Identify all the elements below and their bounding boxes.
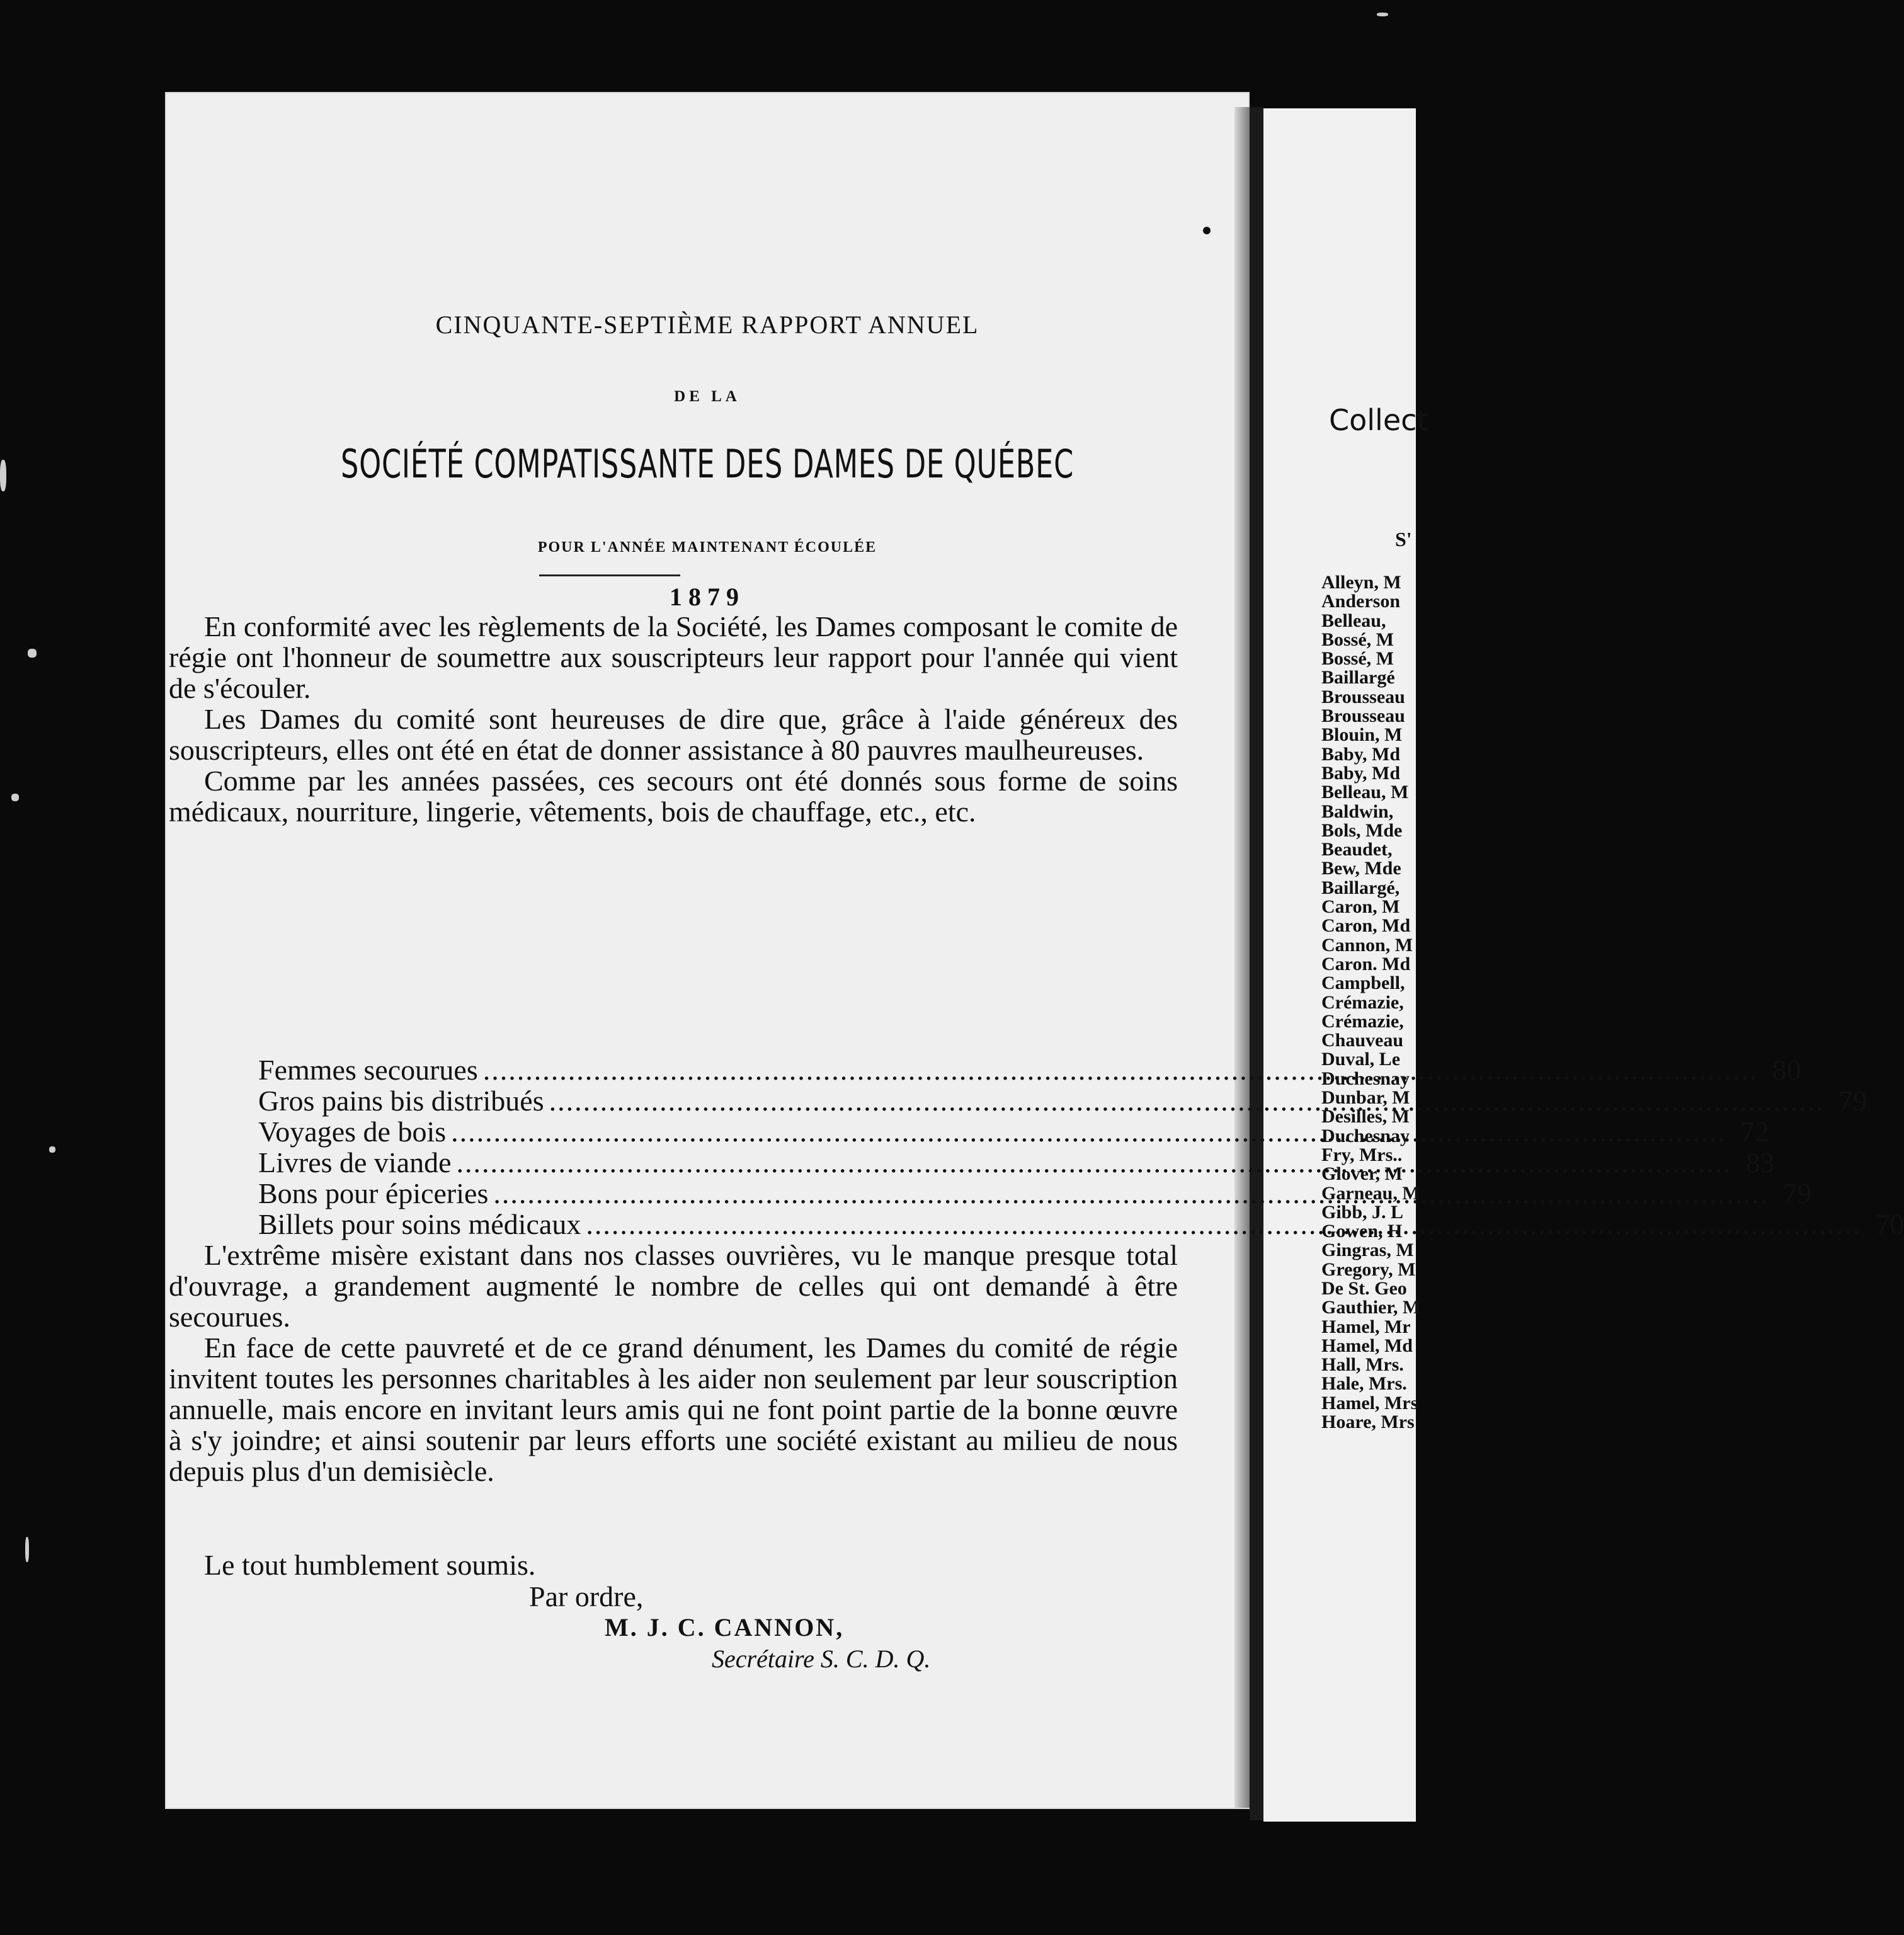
society-name: SOCIÉTÉ COMPATISSANTE DES DAMES DE QUÉBEC (341, 441, 1074, 487)
item-label: Voyages de bois (258, 1116, 447, 1148)
par-ordre: Par ordre, (529, 1580, 644, 1612)
list-item: Gauthier, M (1321, 1297, 1421, 1318)
paragraph: L'extrême misère existant dans nos classes ouvrières, vu le manque presque total d'ouvrage, a grandement augmenté le nombre de celles qui ont demandé à être secourues. (169, 1239, 1178, 1333)
item-label: Femmes secourues (258, 1054, 478, 1086)
list-item: Campbell, (1321, 973, 1405, 994)
list-item: Baillargé, (1321, 877, 1400, 898)
list-item: Belleau, M (1321, 782, 1409, 803)
list-item: Duchesnay (1321, 1125, 1410, 1146)
list-item: Gregory, M (1321, 1259, 1416, 1280)
item-value: 72 (1740, 1116, 1770, 1148)
leader-dots (457, 1144, 1732, 1178)
list-item: Beaudet, (1321, 839, 1393, 860)
list-item: Duchesnay (1321, 1068, 1410, 1089)
list-item: Belleau, (1321, 610, 1386, 631)
list-item: Baby, Md (1321, 743, 1401, 765)
item-value: 70 (1875, 1208, 1904, 1240)
paragraph: Comme par les années passées, ces secours ont été donnés sous forme de soins médicaux, nourriture, lingerie, vêtements, bois de chauffage, etc., etc. (169, 765, 1178, 828)
report-title: CINQUANTE-SEPTIÈME RAPPORT ANNUEL (435, 311, 979, 339)
item-label: Billets pour soins médicaux (258, 1208, 581, 1240)
list-item: Alleyn, M (1321, 572, 1401, 593)
list-item: Baby, Md (1321, 762, 1401, 784)
signature-title: Secrétaire S. C. D. Q. (712, 1645, 931, 1673)
list-item: Garneau, M (1321, 1182, 1420, 1204)
scan-artifact (25, 1537, 29, 1562)
paragraph: En conformité avec les règlements de la Société, les Dames composant le comite de régie ont l'honneur de soumettre aux souscripteurs leur rapport pour l'année qui vient de s'écouler. (169, 610, 1178, 704)
closing-line: Le tout humblement soumis. (204, 1549, 536, 1581)
list-item: Baillargé (1321, 667, 1395, 688)
list-item: Brousseau (1321, 705, 1405, 727)
item-label: Gros pains bis distribués (258, 1085, 544, 1117)
list-item: Bossé, M (1321, 629, 1394, 650)
list-item: Baldwin, (1321, 801, 1394, 822)
list-item: Hall, Mrs. (1321, 1354, 1404, 1376)
list-item: Brousseau (1321, 686, 1405, 707)
list-item: Gibb, J. L (1321, 1201, 1404, 1223)
list-item: Hamel, Md (1321, 1335, 1413, 1356)
list-item: Bew, Mde (1321, 858, 1401, 879)
list-item: Duval, Le (1321, 1049, 1401, 1070)
item-label: Bons pour épiceries (258, 1177, 489, 1209)
leader-dots (586, 1209, 1861, 1240)
item-value: 80 (1772, 1054, 1801, 1086)
list-item: Gowen, H (1321, 1221, 1403, 1242)
item-label: Livres de viande (258, 1146, 452, 1179)
list-item: Fry, Mrs.. (1321, 1144, 1403, 1165)
title-connector: DE LA (674, 388, 741, 405)
signature-name: M. J. C. CANNON, (605, 1613, 845, 1641)
report-year: 1879 (670, 583, 745, 611)
paragraph: Les Dames du comité sont heureuses de dire que, grâce à l'aide généreux des souscripteurs, elles ont été en état de donner assistance à 80 pauvres maulheureuses. (169, 703, 1178, 766)
list-item: Caron. Md (1321, 953, 1411, 974)
list-item: Gingras, M (1321, 1240, 1414, 1261)
list-item: Caron, Md (1321, 915, 1411, 937)
list-item: Anderson (1321, 591, 1401, 612)
list-item: Dunbar, M (1321, 1087, 1410, 1109)
list-item: Crémazie, (1321, 991, 1404, 1013)
list-item: Desilles, M (1321, 1106, 1410, 1127)
list-item: Blouin, M (1321, 724, 1403, 746)
leader-dots (483, 1054, 1759, 1085)
list-item: Caron, M (1321, 896, 1400, 918)
title-divider (539, 574, 680, 576)
list-item: Bossé, M (1321, 648, 1394, 670)
list-item: De St. Geo (1321, 1277, 1407, 1299)
paragraph: En face de cette pauvreté et de ce grand dénument, les Dames du comité de régie invitent toutes les personnes charitables à les aider non seulement par leur souscription annuelle, mais encore en invitant leurs amis qui ne font point partie de la bonne œuvre à s'y joindre; et ainsi soutenir par leurs efforts une société existant au milieu de nous depuis plus d'un demisiècle. (169, 1332, 1178, 1487)
list-item: Hale, Mrs. (1321, 1373, 1407, 1395)
scan-artifact (11, 794, 19, 801)
list-item: Bols, Mde (1321, 819, 1403, 841)
scan-artifact (1377, 13, 1388, 16)
list-item: Hoare, Mrs (1321, 1412, 1415, 1433)
item-value: 83 (1745, 1146, 1775, 1179)
leader-dots (549, 1085, 1825, 1116)
list-item: Crémazie, (1321, 1010, 1404, 1032)
list-item: Hamel, Mr (1321, 1316, 1411, 1337)
scan-artifact (0, 460, 6, 491)
page-gutter (1250, 107, 1263, 1820)
closing-text (169, 1240, 1178, 1487)
leader-dots (493, 1178, 1769, 1209)
scan-artifact (28, 649, 37, 658)
report-subtitle: POUR L'ANNÉE MAINTENANT ÉCOULÉE (537, 539, 877, 556)
right-page-heading: Collect (1329, 403, 1428, 437)
item-value: 79 (1782, 1177, 1812, 1209)
list-item: Glover, M (1321, 1163, 1403, 1185)
intro-text (169, 611, 1178, 827)
list-item: Chauveau (1321, 1030, 1404, 1051)
right-page-subheading: S' (1395, 528, 1412, 551)
list-item: Hamel, Mrs (1321, 1392, 1418, 1413)
item-value: 79 (1838, 1085, 1867, 1117)
leader-dots (451, 1116, 1726, 1147)
subscriber-list (1321, 573, 1422, 1432)
scan-artifact (49, 1146, 55, 1153)
list-item: Cannon, M (1321, 934, 1413, 956)
